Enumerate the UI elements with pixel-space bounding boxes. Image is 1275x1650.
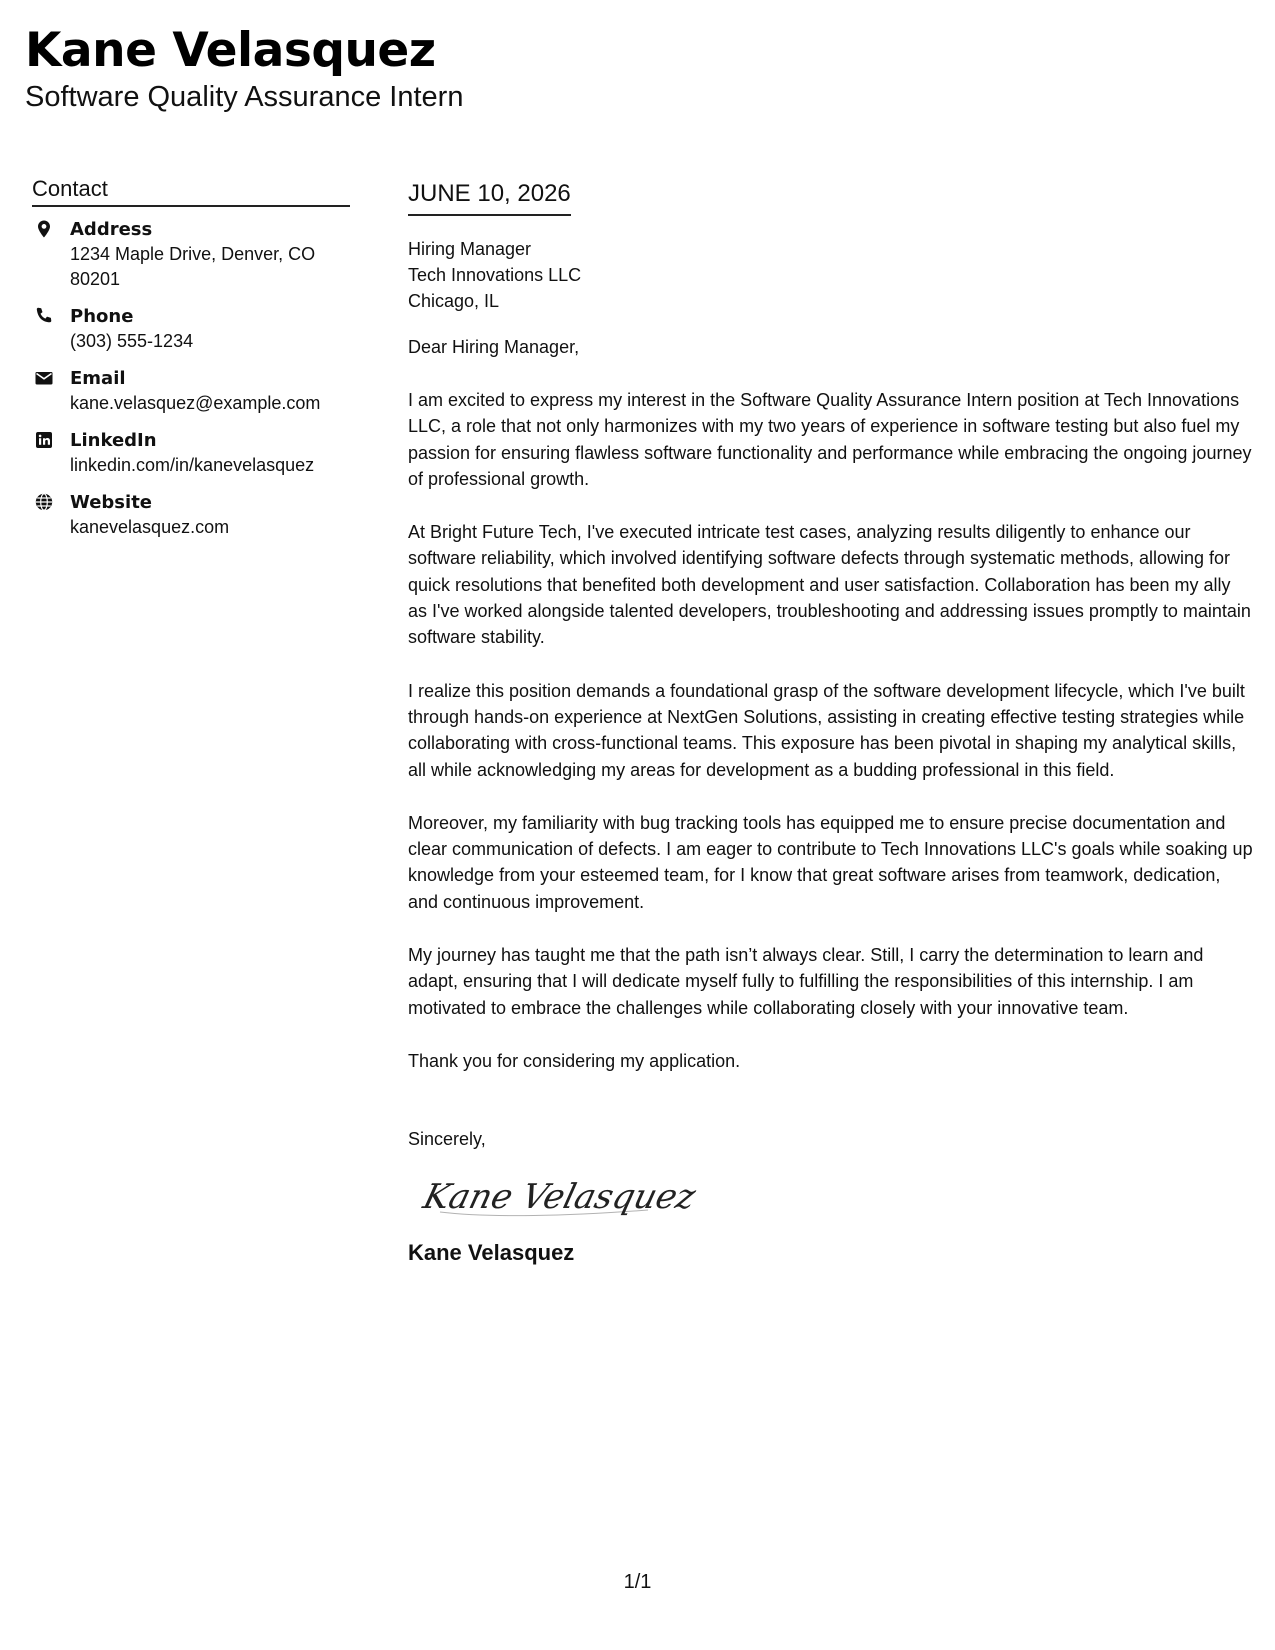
website-value: kanevelasquez.com [70, 517, 230, 537]
contact-label: Address [70, 219, 153, 240]
contact-sidebar [32, 174, 350, 552]
contact-label: Phone [70, 306, 134, 327]
cover-letter [408, 178, 1253, 1268]
body-paragraph: I am excited to express my interest in the Software Quality Assurance Intern position at Tech Innovations LLC, a role that not only harmonizes with my two years of experience in software testing but also fuel my passion for ensuring flawless software functionality and performance while embracing the ongoing journey of professional growth. [408, 390, 1252, 489]
recipient-line: Hiring Manager [408, 239, 532, 259]
contact-phone [32, 304, 350, 354]
recipient-line: Chicago, IL [408, 291, 500, 311]
contact-email [32, 366, 350, 416]
linkedin-icon [34, 430, 54, 450]
job-title: Software Quality Assurance Intern [25, 81, 464, 113]
body-paragraph: I realize this position demands a foundational grasp of the software development lifecycle, which I've built through hands-on experience at NextGen Solutions, assisting in creating effective testing strategies while collaborating with cross-functional teams. This exposure has been pivotal in shaping my analytical skills, all while acknowledging my areas for development as a budding professional in this field. [408, 680, 1245, 780]
body-paragraph: At Bright Future Tech, I've executed intricate test cases, analyzing results diligently to enhance our software reliability, which involved identifying software defects through systematic methods, allowing for quick resolutions that benefited both development and user satisfaction. Collaboration has been my ally as I've worked alongside talented developers, troubleshooting and addressing issues promptly to maintain software stability. [408, 522, 1251, 648]
body-paragraph: Thank you for considering my application. [408, 1050, 741, 1071]
contact-address [32, 217, 350, 292]
letter-date: JUNE 10, 2026 [408, 178, 571, 216]
recipient-line: Tech Innovations LLC [408, 265, 582, 285]
envelope-icon [34, 368, 54, 388]
salutation: Dear Hiring Manager, [408, 337, 580, 357]
closing: Sincerely, [408, 1129, 486, 1150]
signer-name: Kane Velasquez [408, 1240, 575, 1266]
globe-icon [34, 492, 54, 512]
page-number: 1/1 [623, 1571, 652, 1593]
signature-glyphs: Kane Velasquez [419, 1177, 700, 1218]
body-paragraph: My journey has taught me that the path isn’t always clear. Still, I carry the determination to learn and adapt, ensuring that I will dedicate myself fully to fulfilling the responsibilities of this internship. I am motivated to embrace the challenges while collaborating closely with your innovative team. [408, 945, 1204, 1018]
linkedin-value: linkedin.com/in/kanevelasquez [70, 455, 315, 475]
contact-linkedin [32, 428, 350, 478]
contact-website [32, 490, 350, 540]
recipient-block [408, 236, 1253, 314]
email-value: kane.velasquez@example.com [70, 393, 321, 413]
contact-label: Email [70, 368, 126, 389]
resume-header [25, 22, 463, 114]
body-paragraph: Moreover, my familiarity with bug tracking tools has equipped me to ensure precise documentation and clear communication of defects. I am eager to contribute to Tech Innovations LLC's goals while soaking up knowledge from your esteemed team, for I know that great software arises from teamwork, dedication, and continuous improvement. [408, 812, 1253, 912]
address-value: 1234 Maple Drive, Denver, CO 80201 [70, 244, 316, 289]
contact-label: Website [70, 492, 153, 513]
contact-label: LinkedIn [70, 430, 157, 451]
contact-heading: Contact [32, 174, 350, 207]
handwritten-signature [419, 1166, 700, 1228]
applicant-name: Kane Velasquez [25, 23, 436, 78]
map-pin-icon [34, 219, 54, 239]
phone-icon [34, 306, 54, 326]
phone-value: (303) 555-1234 [70, 331, 194, 351]
